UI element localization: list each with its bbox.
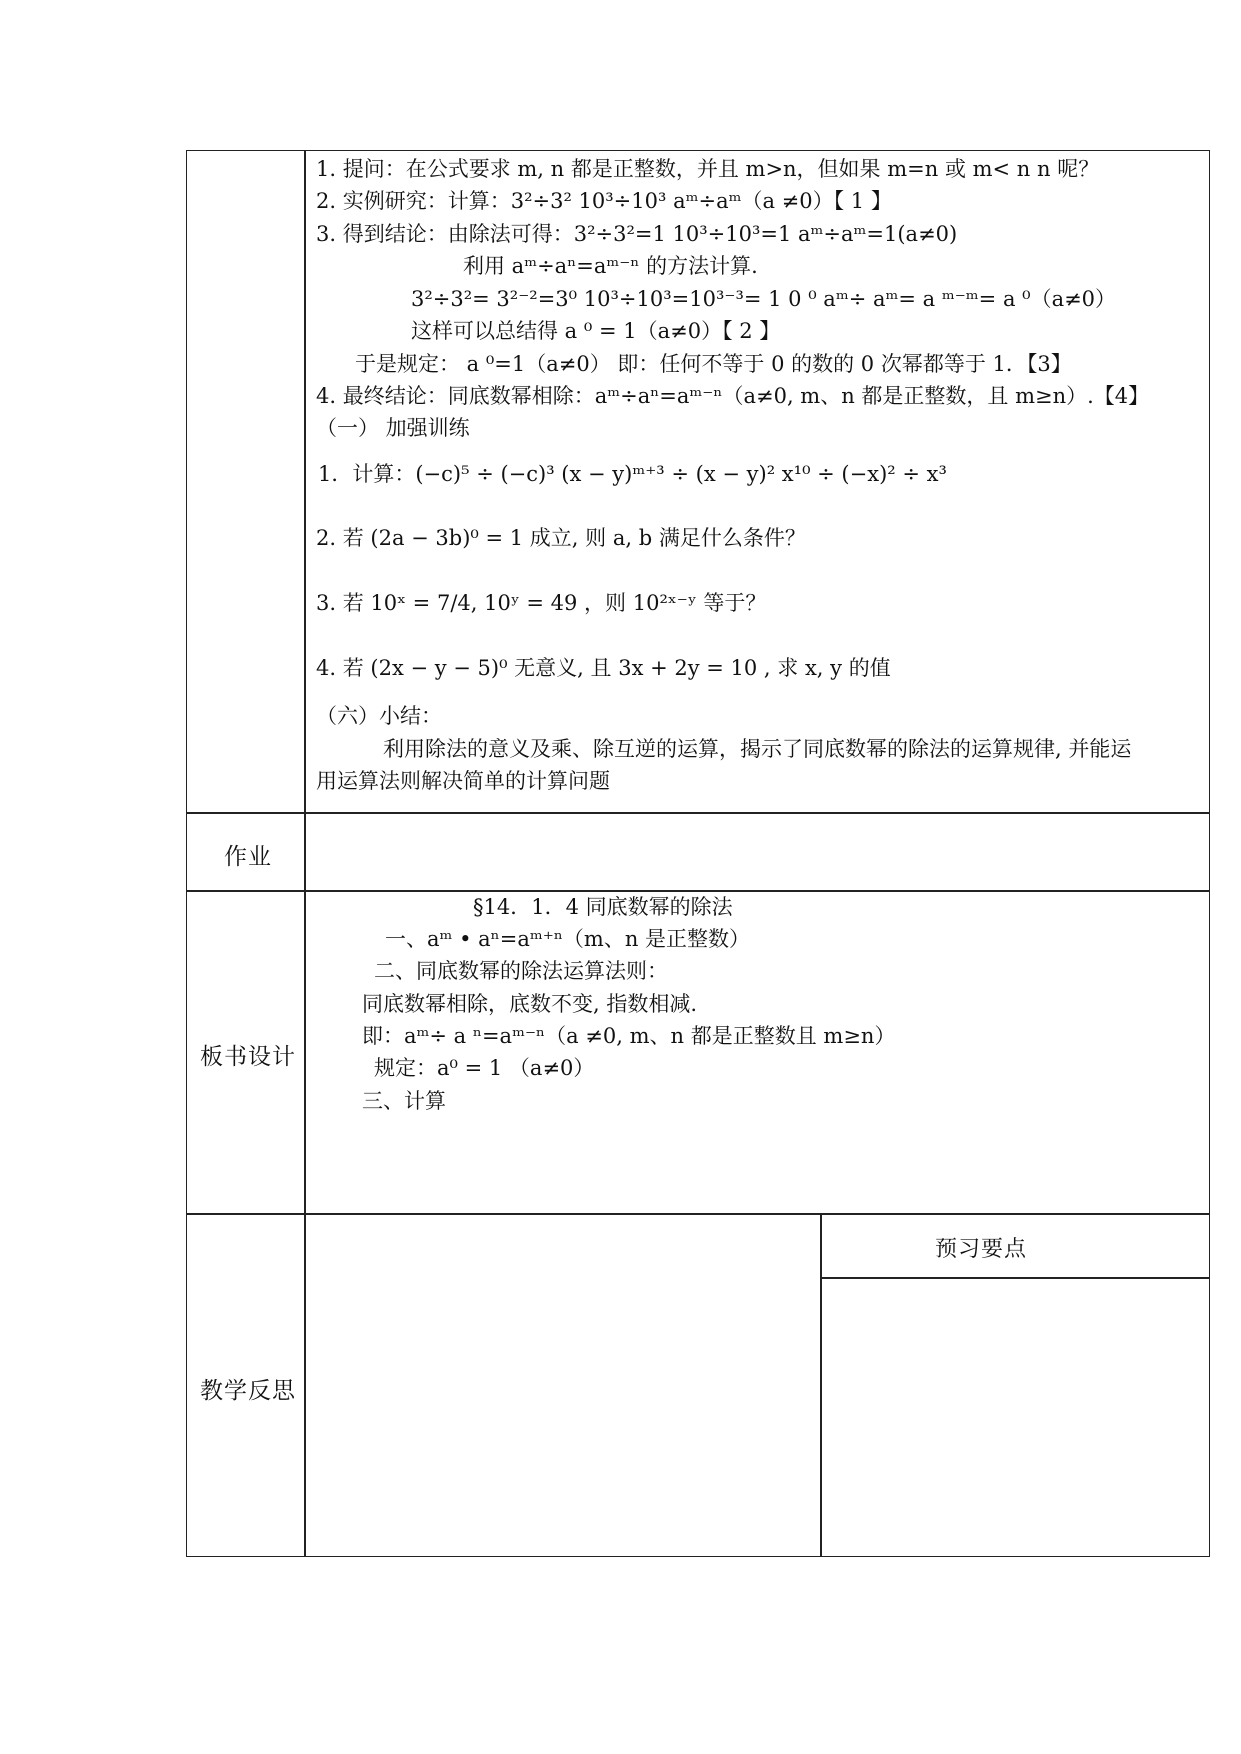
- reflection-label: 教学反思: [200, 1378, 296, 1404]
- exercise-3: 3. 若 10ˣ = 7/4, 10ʸ = 49 ，则 10²ˣ⁻ʸ 等于？: [316, 591, 767, 615]
- board-line-6: 三、计算: [362, 1089, 446, 1113]
- lesson-line-2: 2. 实例研究：计算：3²÷3² 10³÷10³ aᵐ÷aᵐ（a ≠0）【 1 】: [316, 189, 892, 213]
- board-line-1: 一、aᵐ • aⁿ=aᵐ⁺ⁿ（m、n 是正整数）: [385, 927, 751, 951]
- board-line-3: 同底数幂相除，底数不变, 指数相减.: [362, 992, 698, 1016]
- lesson-line-8: 4. 最终结论：同底数幂相除：aᵐ÷aⁿ=aᵐ⁻ⁿ（a≠0, m、n 都是正整数，且 m≥n）.【4】: [316, 384, 1150, 408]
- summary-line-1: 利用除法的意义及乘、除互逆的运算，揭示了同底数幂的除法的运算规律, 并能运: [383, 737, 1132, 761]
- lesson-line-3: 3. 得到结论：由除法可得：3²÷3²=1 10³÷10³=1 aᵐ÷aᵐ=1(a≠0): [316, 222, 958, 246]
- exercise-2: 2. 若 (2a − 3b)⁰ = 1 成立, 则 a, b 满足什么条件？: [316, 526, 806, 550]
- lesson-line-9: （一） 加强训练: [316, 416, 470, 440]
- lesson-line-5: 3²÷3²= 3²⁻²=3⁰ 10³÷10³=10³⁻³= 1 0 ⁰ aᵐ÷ aᵐ= a ᵐ⁻ᵐ= a ⁰（a≠0）: [411, 287, 1117, 311]
- board-line-5: 规定：a⁰ = 1 （a≠0）: [374, 1056, 595, 1080]
- column-divider: [304, 150, 306, 1557]
- homework-label: 作业: [224, 844, 272, 870]
- preview-header-divider: [820, 1277, 1210, 1279]
- summary-line-2: 用运算法则解决简单的计算问题: [316, 769, 610, 793]
- reflection-divider: [820, 1213, 822, 1557]
- exercise-1: 1．计算：(−c)⁵ ÷ (−c)³ (x − y)ᵐ⁺³ ÷ (x − y)² x¹⁰ ÷ (−x)² ÷ x³: [318, 462, 947, 486]
- board-line-2: 二、同底数幂的除法运算法则：: [374, 959, 668, 983]
- summary-title: （六）小结：: [316, 704, 442, 728]
- board-line-4: 即：aᵐ÷ a ⁿ=aᵐ⁻ⁿ（a ≠0, m、n 都是正整数且 m≥n）: [362, 1024, 896, 1048]
- lesson-line-6: 这样可以总结得 a ⁰ = 1（a≠0）【 2 】: [411, 319, 781, 343]
- exercise-4: 4. 若 (2x − y − 5)⁰ 无意义, 且 3x + 2y = 10 , 求 x, y 的值: [316, 656, 891, 680]
- board-title: §14．1．4 同底数幂的除法: [473, 895, 733, 919]
- board-design-label: 板书设计: [200, 1044, 296, 1070]
- lesson-line-7: 于是规定： a ⁰=1（a≠0） 即：任何不等于 0 的数的 0 次幂都等于 1．【3】: [355, 352, 1072, 376]
- row-divider-3: [186, 1213, 1210, 1215]
- row-divider-2: [186, 890, 1210, 892]
- preview-label: 预习要点: [935, 1237, 1028, 1262]
- lesson-line-4: 利用 aᵐ÷aⁿ=aᵐ⁻ⁿ 的方法计算.: [463, 254, 758, 278]
- lesson-line-1: 1. 提问：在公式要求 m, n 都是正整数，并且 m>n，但如果 m=n 或 m< n n 呢？: [316, 157, 1100, 181]
- row-divider-1: [186, 812, 1210, 814]
